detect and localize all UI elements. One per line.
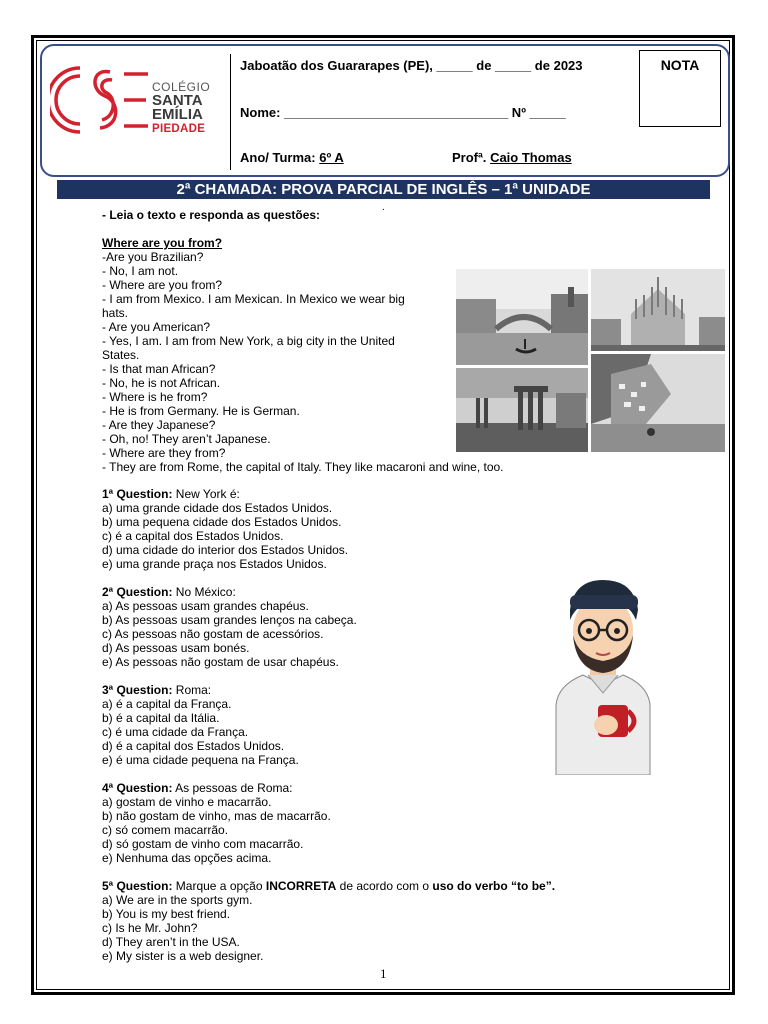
question-2-option: d) As pessoas usam bonés. xyxy=(102,641,250,655)
instruction: - Leia o texto e responda as questões: xyxy=(102,208,321,222)
dialogue-line: - No, I am not. xyxy=(102,264,179,278)
dialogue-line: - Oh, no! They aren’t Japanese. xyxy=(102,432,271,446)
question-3-option: a) é a capital da França. xyxy=(102,697,232,711)
teacher-cartoon-illustration xyxy=(548,575,658,775)
question-4-option: e) Nenhuma das opções acima. xyxy=(102,851,272,865)
question-3-option: e) é uma cidade pequena na França. xyxy=(102,753,299,767)
question-text: New York é: xyxy=(172,487,240,501)
school-name xyxy=(152,80,210,136)
dialogue-line: -Are you Brazilian? xyxy=(102,250,204,264)
question-5-prompt xyxy=(102,879,555,893)
photo-venice xyxy=(456,269,588,365)
dialogue-line: States. xyxy=(102,348,140,362)
dialogue-line: - He is from Germany. He is German. xyxy=(102,404,300,418)
question-2-option: a) As pessoas usam grandes chapéus. xyxy=(102,599,309,613)
question-5-option: d) They aren’t in the USA. xyxy=(102,935,240,949)
question-label: 3ª Question: xyxy=(102,683,173,697)
question-3-option: d) é a capital dos Estados Unidos. xyxy=(102,739,285,753)
school-logo-mark xyxy=(50,60,150,140)
question-text: As pessoas de Roma: xyxy=(172,781,293,795)
photo-amalfi-coast xyxy=(591,354,725,452)
teacher-cartoon xyxy=(548,575,658,775)
dialogue-line: - Yes, I am. I am from New York, a big city in the United xyxy=(102,334,395,348)
question-text: Roma: xyxy=(172,683,212,697)
question-4-option: a) gostam de vinho e macarrão. xyxy=(102,795,272,809)
question-1-option: e) uma grande praça nos Estados Unidos. xyxy=(102,557,327,571)
question-4-prompt xyxy=(102,781,293,795)
question-label: 5ª Question: xyxy=(102,879,173,893)
question-5-option: b) You is my best friend. xyxy=(102,907,231,921)
question-4-option: c) só comem macarrão. xyxy=(102,823,229,837)
class-value: 6º A xyxy=(319,150,344,165)
question-label: 4ª Question: xyxy=(102,781,173,795)
teacher-line xyxy=(452,150,667,165)
question-3-option: b) é a capital da Itália. xyxy=(102,711,220,725)
question-5-option: a) We are in the sports gym. xyxy=(102,893,253,907)
teacher-label: Profª. xyxy=(452,150,487,165)
dialogue-line: - Is that man African? xyxy=(102,362,216,376)
question-5-option: e) My sister is a web designer. xyxy=(102,949,264,963)
stray-dot: . xyxy=(382,202,385,213)
question-4-option: d) só gostam de vinho com macarrão. xyxy=(102,837,304,851)
question-text: No México: xyxy=(172,585,236,599)
question-1-option: a) uma grande cidade dos Estados Unidos. xyxy=(102,501,333,515)
question-1-option: d) uma cidade do interior dos Estados Unidos. xyxy=(102,543,349,557)
dialogue-line: - Where are they from? xyxy=(102,446,226,460)
logo-line-santa: SANTA xyxy=(152,92,203,109)
dialogue-line: - Where are you from? xyxy=(102,278,223,292)
page-number: 1 xyxy=(380,966,387,981)
header-divider xyxy=(230,54,231,170)
dialogue-line: - I am from Mexico. I am Mexican. In Mexico we wear big xyxy=(102,292,405,306)
student-name-line: Nome: _______________________________ Nº _____ xyxy=(240,105,566,120)
grade-box xyxy=(639,50,721,127)
class-label: Ano/ Turma: xyxy=(240,150,316,165)
exam-title: 2ª CHAMADA: PROVA PARCIAL DE INGLÊS – 1ª UNIDADE xyxy=(57,180,710,199)
teacher-value: Caio Thomas xyxy=(490,150,572,165)
location-date-line: Jaboatão dos Guararapes (PE), _____ de _____ de 2023 xyxy=(240,58,583,73)
question-label: 2ª Question: xyxy=(102,585,173,599)
question-2-prompt xyxy=(102,585,236,599)
class-line xyxy=(240,150,356,165)
dialogue-line: - No, he is not African. xyxy=(102,376,221,390)
grade-label: NOTA xyxy=(660,57,700,73)
question-2-option: e) As pessoas não gostam de usar chapéus. xyxy=(102,655,339,669)
question-3-option: c) é uma cidade da França. xyxy=(102,725,249,739)
question-text-part: de acordo com o xyxy=(336,879,433,893)
dialogue-line: - Are you American? xyxy=(102,320,211,334)
question-2-option: b) As pessoas usam grandes lenços na cabeça. xyxy=(102,613,357,627)
logo-line-emilia: EMÍLIA xyxy=(152,106,203,123)
logo-line-colegio: COLÉGIO xyxy=(152,80,211,94)
question-text-part: INCORRETA xyxy=(265,879,337,893)
question-2-option: c) As pessoas não gostam de acessórios. xyxy=(102,627,324,641)
dialogue-line: - They are from Rome, the capital of Italy. They like macaroni and wine, too. xyxy=(102,460,504,474)
question-5-option: c) Is he Mr. John? xyxy=(102,921,198,935)
logo-line-piedade: PIEDADE xyxy=(152,123,206,135)
reading-heading: Where are you from? xyxy=(102,236,223,250)
question-1-option: b) uma pequena cidade dos Estados Unidos. xyxy=(102,515,342,529)
dialogue-line: - Where is he from? xyxy=(102,390,208,404)
question-label: 1ª Question: xyxy=(102,487,173,501)
question-4-option: b) não gostam de vinho, mas de macarrão. xyxy=(102,809,331,823)
question-3-prompt xyxy=(102,683,211,697)
dialogue-line: - Are they Japanese? xyxy=(102,418,216,432)
photo-milan-cathedral xyxy=(591,269,725,351)
dialogue-line: hats. xyxy=(102,306,129,320)
question-text-part: Marque a opção xyxy=(172,879,266,893)
question-text-part: uso do verbo “to be”. xyxy=(432,879,556,893)
question-1-option: c) é a capital dos Estados Unidos. xyxy=(102,529,284,543)
photo-roman-forum xyxy=(456,368,588,452)
question-1-prompt xyxy=(102,487,240,501)
